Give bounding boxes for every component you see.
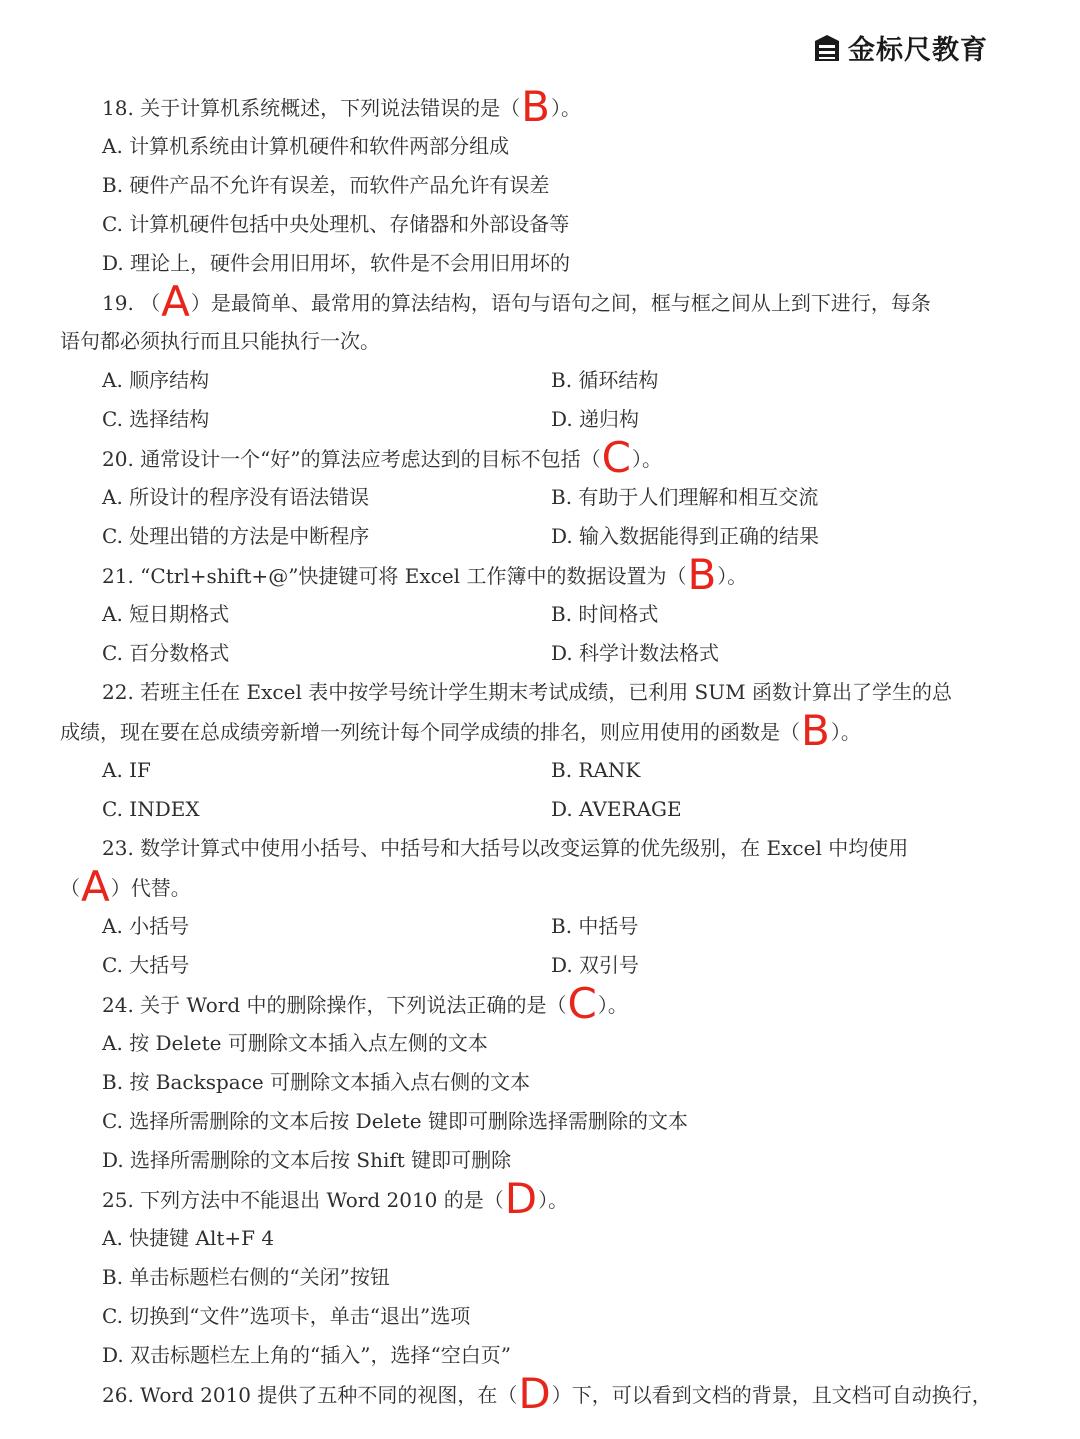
option: D. 理论上，硬件会用旧用坏，软件是不会用旧用坏的 (102, 251, 571, 275)
option: C. 计算机硬件包括中央处理机、存储器和外部设备等 (102, 212, 570, 236)
question-stem: 26. Word 2010 提供了五种不同的视图，在（D）下，可以看到文档的背景，且文档可自动换行， (102, 1369, 992, 1418)
option: D. 科学计数法格式 (551, 641, 720, 665)
option: B. 按 Backspace 可删除文本插入点右侧的文本 (102, 1070, 531, 1094)
option: B. 中括号 (551, 914, 639, 938)
option: D. AVERAGE (551, 797, 682, 821)
answer-mark: B (687, 550, 717, 599)
option: C. 切换到“文件”选项卡，单击“退出”选项 (102, 1304, 471, 1328)
question-stem-continued: 成绩，现在要在总成绩旁新增一列统计每个同学成绩的排名，则应用使用的函数是（B）。 (60, 706, 861, 755)
option: C. 选择所需删除的文本后按 Delete 键即可删除选择需删除的文本 (102, 1109, 688, 1133)
book-stack-icon (812, 33, 842, 63)
option: D. 输入数据能得到正确的结果 (551, 524, 820, 548)
option: A. 按 Delete 可删除文本插入点左侧的文本 (102, 1031, 488, 1055)
option: C. 处理出错的方法是中断程序 (102, 524, 370, 548)
option: C. 选择结构 (102, 407, 210, 431)
question-stem-continued: 语句都必须执行而且只能执行一次。 (60, 329, 380, 353)
option: A. 小括号 (102, 914, 190, 938)
question-stem: 24. 关于 Word 中的删除操作，下列说法正确的是（C）。 (102, 979, 628, 1028)
option: B. 硬件产品不允许有误差，而软件产品允许有误差 (102, 173, 550, 197)
answer-mark: D (518, 1369, 551, 1418)
option: D. 双引号 (551, 953, 640, 977)
answer-mark: D (504, 1174, 538, 1223)
answer-mark: B (521, 82, 550, 131)
option: A. 计算机系统由计算机硬件和软件两部分组成 (102, 134, 510, 158)
brand-logo (812, 28, 988, 67)
option: A. 顺序结构 (102, 368, 210, 392)
option: A. IF (102, 758, 151, 782)
option: D. 双击标题栏左上角的“插入”，选择“空白页” (102, 1343, 511, 1367)
option: B. 有助于人们理解和相互交流 (551, 485, 819, 509)
question-stem: 19. （A）是最简单、最常用的算法结构，语句与语句之间，框与框之间从上到下进行，每条 (102, 277, 931, 326)
question-stem: 22. 若班主任在 Excel 表中按学号统计学生期末考试成绩，已利用 SUM 函数计算出了学生的总 (102, 680, 952, 704)
option: C. INDEX (102, 797, 200, 821)
option: B. 循环结构 (551, 368, 659, 392)
question-stem: 18. 关于计算机系统概述，下列说法错误的是（B）。 (102, 82, 581, 131)
answer-mark: C (601, 433, 631, 482)
question-stem: 21. “Ctrl+shift+@”快捷键可将 Excel 工作簿中的数据设置为（B）。 (102, 550, 748, 599)
question-stem: 25. 下列方法中不能退出 Word 2010 的是（D）。 (102, 1174, 569, 1223)
option: C. 大括号 (102, 953, 190, 977)
option: B. RANK (551, 758, 641, 782)
option: D. 选择所需删除的文本后按 Shift 键即可删除 (102, 1148, 512, 1172)
question-stem: 23. 数学计算式中使用小括号、中括号和大括号以改变运算的优先级别，在 Excel 中均使用 (102, 836, 909, 860)
answer-mark: A (81, 862, 110, 911)
option: A. 短日期格式 (102, 602, 230, 626)
answer-mark: C (567, 979, 597, 1028)
option: A. 所设计的程序没有语法错误 (102, 485, 370, 509)
question-stem-continued: （A）代替。 (60, 862, 191, 911)
option: C. 百分数格式 (102, 641, 230, 665)
answer-mark: A (161, 277, 190, 326)
answer-mark: B (801, 706, 830, 755)
question-stem: 20. 通常设计一个“好”的算法应考虑达到的目标不包括（C）。 (102, 433, 662, 482)
brand-name: 金标尺教育 (848, 35, 988, 66)
option: A. 快捷键 Alt+F 4 (102, 1226, 275, 1250)
option: B. 时间格式 (551, 602, 659, 626)
option: D. 递归构 (551, 407, 640, 431)
option: B. 单击标题栏右侧的“关闭”按钮 (102, 1265, 390, 1289)
